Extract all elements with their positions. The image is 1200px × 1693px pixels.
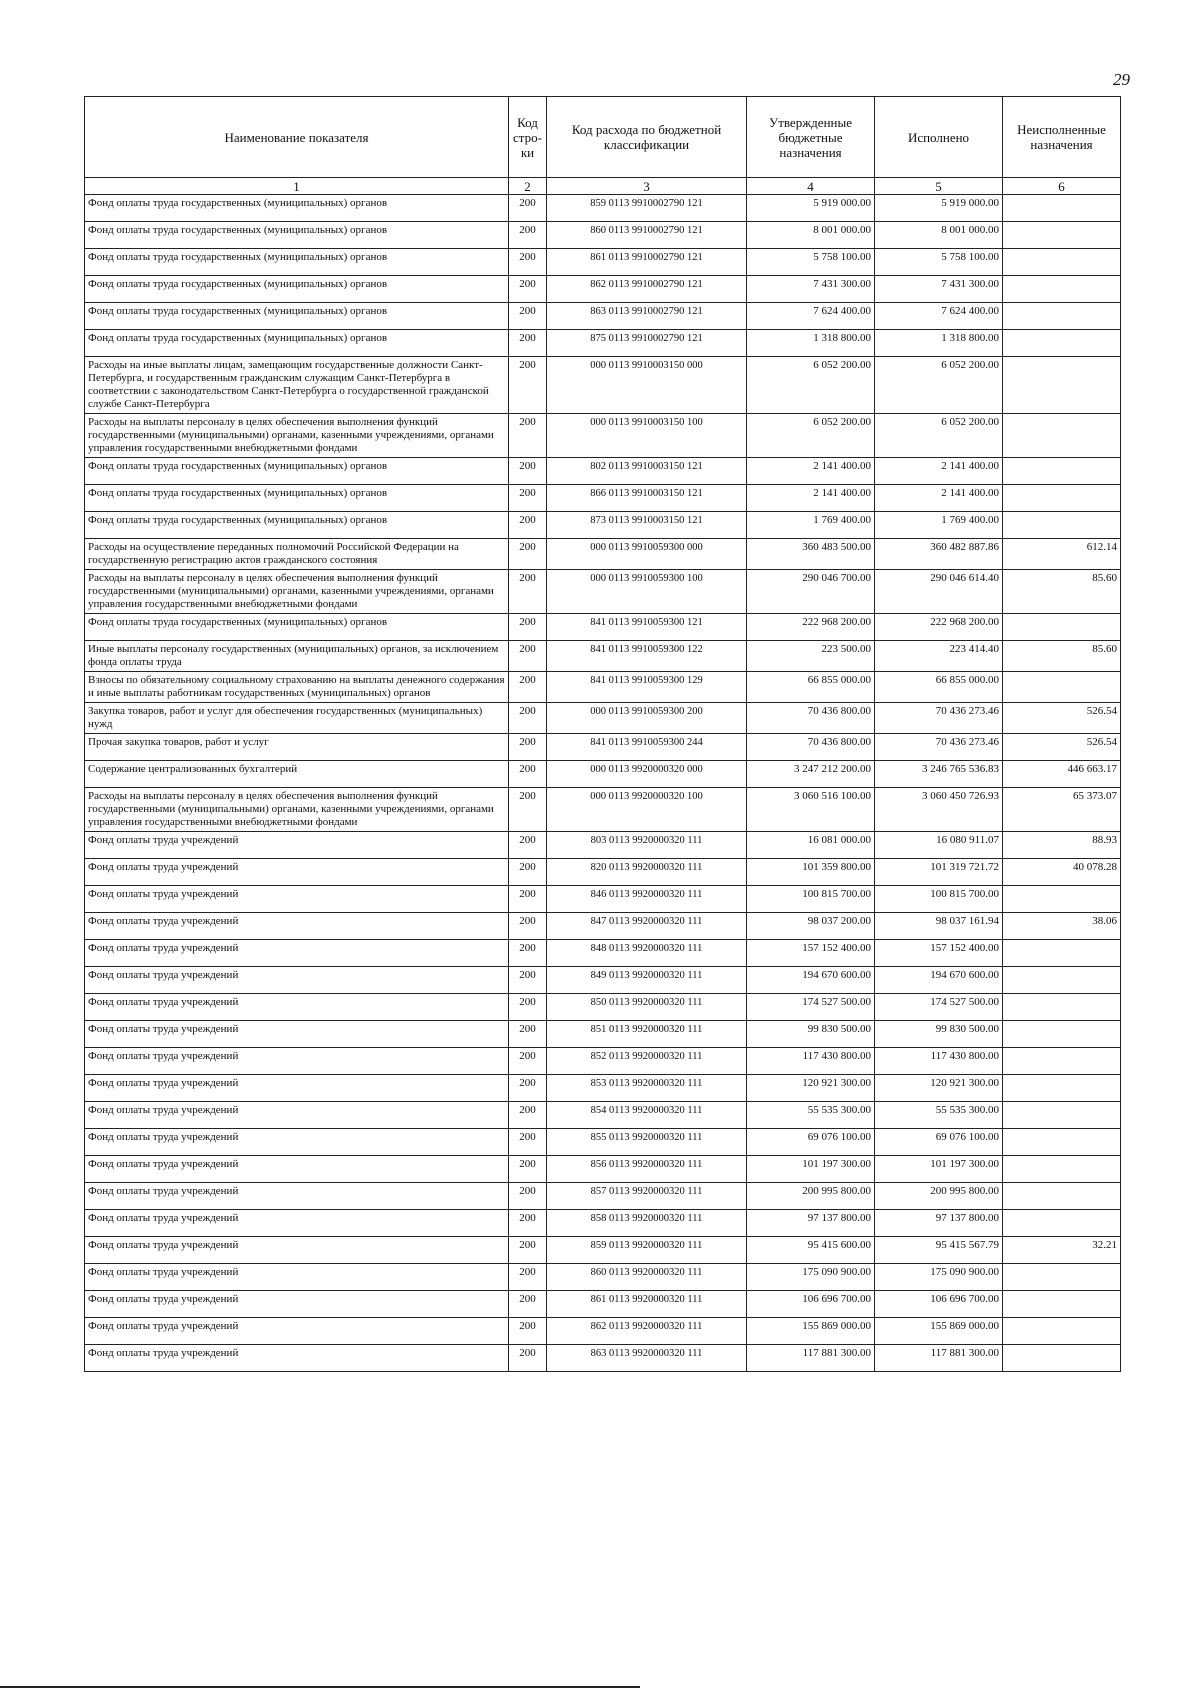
row-name-cell: Фонд оплаты труда учреждений: [85, 1183, 509, 1210]
table-row: [85, 1210, 1121, 1237]
row-line-code-cell: 200: [509, 886, 547, 913]
row-line-code-cell: 200: [509, 330, 547, 357]
table-row: [85, 967, 1121, 994]
row-unexecuted-cell: 65 373.07: [1003, 788, 1121, 832]
row-expense-code-cell: 841 0113 9910059300 244: [547, 734, 747, 761]
row-expense-code-cell: 851 0113 9920000320 111: [547, 1021, 747, 1048]
row-name-cell: Расходы на выплаты персоналу в целях обеспечения выполнения функций государственными (муниципальными) органами, казенными учреждениями, органами управления государственными внебюджетными фондами: [85, 414, 509, 458]
column-number: 1: [85, 178, 509, 195]
table-row: [85, 940, 1121, 967]
table-row: [85, 859, 1121, 886]
row-name-cell: Фонд оплаты труда учреждений: [85, 1210, 509, 1237]
table-row: [85, 761, 1121, 788]
row-executed-cell: 69 076 100.00: [875, 1129, 1003, 1156]
row-expense-code-cell: 861 0113 9910002790 121: [547, 249, 747, 276]
row-name-cell: Фонд оплаты труда учреждений: [85, 1129, 509, 1156]
row-unexecuted-cell: [1003, 994, 1121, 1021]
row-approved-cell: 117 881 300.00: [747, 1345, 875, 1372]
row-executed-cell: 101 197 300.00: [875, 1156, 1003, 1183]
row-unexecuted-cell: [1003, 1129, 1121, 1156]
row-executed-cell: 290 046 614.40: [875, 570, 1003, 614]
table-row: [85, 1264, 1121, 1291]
row-executed-cell: 6 052 200.00: [875, 414, 1003, 458]
row-name-cell: Фонд оплаты труда учреждений: [85, 1156, 509, 1183]
row-approved-cell: 3 247 212 200.00: [747, 761, 875, 788]
row-unexecuted-cell: [1003, 330, 1121, 357]
row-approved-cell: 194 670 600.00: [747, 967, 875, 994]
table-row: [85, 788, 1121, 832]
row-expense-code-cell: 859 0113 9920000320 111: [547, 1237, 747, 1264]
table-row: [85, 641, 1121, 672]
row-unexecuted-cell: 32.21: [1003, 1237, 1121, 1264]
row-unexecuted-cell: 446 663.17: [1003, 761, 1121, 788]
row-approved-cell: 157 152 400.00: [747, 940, 875, 967]
row-expense-code-cell: 855 0113 9920000320 111: [547, 1129, 747, 1156]
row-expense-code-cell: 858 0113 9920000320 111: [547, 1210, 747, 1237]
row-expense-code-cell: 862 0113 9920000320 111: [547, 1318, 747, 1345]
row-executed-cell: 70 436 273.46: [875, 734, 1003, 761]
row-name-cell: Фонд оплаты труда учреждений: [85, 1048, 509, 1075]
row-approved-cell: 290 046 700.00: [747, 570, 875, 614]
row-line-code-cell: 200: [509, 195, 547, 222]
row-approved-cell: 106 696 700.00: [747, 1291, 875, 1318]
row-approved-cell: 70 436 800.00: [747, 703, 875, 734]
row-executed-cell: 1 318 800.00: [875, 330, 1003, 357]
row-expense-code-cell: 803 0113 9920000320 111: [547, 832, 747, 859]
row-unexecuted-cell: 88.93: [1003, 832, 1121, 859]
row-line-code-cell: 200: [509, 512, 547, 539]
row-line-code-cell: 200: [509, 1345, 547, 1372]
row-unexecuted-cell: [1003, 458, 1121, 485]
table-row: [85, 1318, 1121, 1345]
row-expense-code-cell: 849 0113 9920000320 111: [547, 967, 747, 994]
row-name-cell: Фонд оплаты труда учреждений: [85, 1102, 509, 1129]
row-expense-code-cell: 841 0113 9910059300 129: [547, 672, 747, 703]
row-name-cell: Расходы на осуществление переданных полномочий Российской Федерации на государственную регистрацию актов гражданского состояния: [85, 539, 509, 570]
row-executed-cell: 70 436 273.46: [875, 703, 1003, 734]
row-unexecuted-cell: [1003, 512, 1121, 539]
row-unexecuted-cell: [1003, 1291, 1121, 1318]
row-line-code-cell: 200: [509, 1318, 547, 1345]
row-line-code-cell: 200: [509, 303, 547, 330]
row-unexecuted-cell: [1003, 276, 1121, 303]
row-name-cell: Расходы на иные выплаты лицам, замещающим государственные должности Санкт-Петербурга, и государственным гражданским служащим Санкт-Петербурга в соответствии с законодательством Санкт-Петербурга о государственной гражданской службе Санкт-Петербурга: [85, 357, 509, 414]
row-approved-cell: 70 436 800.00: [747, 734, 875, 761]
row-expense-code-cell: 862 0113 9910002790 121: [547, 276, 747, 303]
row-unexecuted-cell: 85.60: [1003, 570, 1121, 614]
row-approved-cell: 175 090 900.00: [747, 1264, 875, 1291]
row-expense-code-cell: 854 0113 9920000320 111: [547, 1102, 747, 1129]
row-name-cell: Фонд оплаты труда учреждений: [85, 886, 509, 913]
row-approved-cell: 3 060 516 100.00: [747, 788, 875, 832]
row-executed-cell: 222 968 200.00: [875, 614, 1003, 641]
row-line-code-cell: 200: [509, 1210, 547, 1237]
row-unexecuted-cell: 526.54: [1003, 703, 1121, 734]
row-executed-cell: 155 869 000.00: [875, 1318, 1003, 1345]
row-name-cell: Фонд оплаты труда учреждений: [85, 1291, 509, 1318]
row-approved-cell: 117 430 800.00: [747, 1048, 875, 1075]
row-executed-cell: 120 921 300.00: [875, 1075, 1003, 1102]
table-row: [85, 330, 1121, 357]
row-line-code-cell: 200: [509, 734, 547, 761]
row-unexecuted-cell: [1003, 1318, 1121, 1345]
row-approved-cell: 1 769 400.00: [747, 512, 875, 539]
row-approved-cell: 101 359 800.00: [747, 859, 875, 886]
row-approved-cell: 155 869 000.00: [747, 1318, 875, 1345]
row-executed-cell: 98 037 161.94: [875, 913, 1003, 940]
row-executed-cell: 117 430 800.00: [875, 1048, 1003, 1075]
row-unexecuted-cell: [1003, 1102, 1121, 1129]
row-unexecuted-cell: [1003, 1264, 1121, 1291]
row-line-code-cell: 200: [509, 994, 547, 1021]
row-unexecuted-cell: 38.06: [1003, 913, 1121, 940]
row-name-cell: Фонд оплаты труда учреждений: [85, 913, 509, 940]
table-row: [85, 1237, 1121, 1264]
row-line-code-cell: 200: [509, 249, 547, 276]
column-number-row: [85, 178, 1121, 195]
row-expense-code-cell: 873 0113 9910003150 121: [547, 512, 747, 539]
row-approved-cell: 16 081 000.00: [747, 832, 875, 859]
row-approved-cell: 69 076 100.00: [747, 1129, 875, 1156]
row-approved-cell: 8 001 000.00: [747, 222, 875, 249]
table-row: [85, 672, 1121, 703]
row-line-code-cell: 200: [509, 539, 547, 570]
table-row: [85, 249, 1121, 276]
row-unexecuted-cell: [1003, 940, 1121, 967]
row-name-cell: Фонд оплаты труда государственных (муниципальных) органов: [85, 512, 509, 539]
row-unexecuted-cell: [1003, 195, 1121, 222]
row-line-code-cell: 200: [509, 913, 547, 940]
row-name-cell: Фонд оплаты труда учреждений: [85, 1075, 509, 1102]
row-approved-cell: 222 968 200.00: [747, 614, 875, 641]
table-row: [85, 195, 1121, 222]
row-approved-cell: 1 318 800.00: [747, 330, 875, 357]
row-line-code-cell: 200: [509, 1237, 547, 1264]
row-approved-cell: 6 052 200.00: [747, 357, 875, 414]
row-executed-cell: 3 246 765 536.83: [875, 761, 1003, 788]
row-executed-cell: 7 624 400.00: [875, 303, 1003, 330]
row-expense-code-cell: 802 0113 9910003150 121: [547, 458, 747, 485]
row-name-cell: Фонд оплаты труда государственных (муниципальных) органов: [85, 276, 509, 303]
row-unexecuted-cell: [1003, 357, 1121, 414]
row-executed-cell: 2 141 400.00: [875, 485, 1003, 512]
row-unexecuted-cell: 612.14: [1003, 539, 1121, 570]
row-expense-code-cell: 820 0113 9920000320 111: [547, 859, 747, 886]
header-approved: Утвержденные бюджетные назначения: [747, 97, 875, 178]
table-row: [85, 1129, 1121, 1156]
column-number: 5: [875, 178, 1003, 195]
row-line-code-cell: 200: [509, 1264, 547, 1291]
row-executed-cell: 1 769 400.00: [875, 512, 1003, 539]
row-name-cell: Фонд оплаты труда государственных (муниципальных) органов: [85, 303, 509, 330]
table-row: [85, 832, 1121, 859]
row-executed-cell: 5 758 100.00: [875, 249, 1003, 276]
row-unexecuted-cell: [1003, 886, 1121, 913]
row-name-cell: Фонд оплаты труда государственных (муниципальных) органов: [85, 485, 509, 512]
row-line-code-cell: 200: [509, 357, 547, 414]
column-number: 2: [509, 178, 547, 195]
row-name-cell: Содержание централизованных бухгалтерий: [85, 761, 509, 788]
row-executed-cell: 6 052 200.00: [875, 357, 1003, 414]
row-name-cell: Фонд оплаты труда учреждений: [85, 1021, 509, 1048]
table-row: [85, 458, 1121, 485]
row-line-code-cell: 200: [509, 614, 547, 641]
row-name-cell: Взносы по обязательному социальному страхованию на выплаты денежного содержания и иные выплаты работникам государственных (муниципальных) органов: [85, 672, 509, 703]
row-executed-cell: 8 001 000.00: [875, 222, 1003, 249]
row-expense-code-cell: 863 0113 9920000320 111: [547, 1345, 747, 1372]
row-executed-cell: 3 060 450 726.93: [875, 788, 1003, 832]
row-expense-code-cell: 000 0113 9920000320 100: [547, 788, 747, 832]
row-line-code-cell: 200: [509, 1021, 547, 1048]
row-line-code-cell: 200: [509, 940, 547, 967]
row-expense-code-cell: 846 0113 9920000320 111: [547, 886, 747, 913]
row-expense-code-cell: 852 0113 9920000320 111: [547, 1048, 747, 1075]
row-expense-code-cell: 856 0113 9920000320 111: [547, 1156, 747, 1183]
table-row: [85, 303, 1121, 330]
row-line-code-cell: 200: [509, 1048, 547, 1075]
table-row: [85, 1075, 1121, 1102]
row-name-cell: Прочая закупка товаров, работ и услуг: [85, 734, 509, 761]
row-unexecuted-cell: [1003, 672, 1121, 703]
row-approved-cell: 2 141 400.00: [747, 458, 875, 485]
row-expense-code-cell: 848 0113 9920000320 111: [547, 940, 747, 967]
row-line-code-cell: 200: [509, 414, 547, 458]
row-executed-cell: 100 815 700.00: [875, 886, 1003, 913]
header-executed: Исполнено: [875, 97, 1003, 178]
row-approved-cell: 5 919 000.00: [747, 195, 875, 222]
row-expense-code-cell: 860 0113 9910002790 121: [547, 222, 747, 249]
row-name-cell: Расходы на выплаты персоналу в целях обеспечения выполнения функций государственными (муниципальными) органами, казенными учреждениями, органами управления государственными внебюджетными фондами: [85, 570, 509, 614]
table-row: [85, 485, 1121, 512]
column-number: 3: [547, 178, 747, 195]
row-executed-cell: 106 696 700.00: [875, 1291, 1003, 1318]
row-approved-cell: 100 815 700.00: [747, 886, 875, 913]
row-name-cell: Фонд оплаты труда государственных (муниципальных) органов: [85, 222, 509, 249]
row-unexecuted-cell: [1003, 1345, 1121, 1372]
row-expense-code-cell: 857 0113 9920000320 111: [547, 1183, 747, 1210]
row-unexecuted-cell: 526.54: [1003, 734, 1121, 761]
row-expense-code-cell: 875 0113 9910002790 121: [547, 330, 747, 357]
row-approved-cell: 97 137 800.00: [747, 1210, 875, 1237]
row-line-code-cell: 200: [509, 458, 547, 485]
row-name-cell: Фонд оплаты труда учреждений: [85, 859, 509, 886]
row-unexecuted-cell: [1003, 222, 1121, 249]
row-executed-cell: 223 414.40: [875, 641, 1003, 672]
row-approved-cell: 7 624 400.00: [747, 303, 875, 330]
row-approved-cell: 95 415 600.00: [747, 1237, 875, 1264]
table-row: [85, 703, 1121, 734]
row-executed-cell: 7 431 300.00: [875, 276, 1003, 303]
table-row: [85, 1021, 1121, 1048]
row-line-code-cell: 200: [509, 703, 547, 734]
header-line-code: Код стро-ки: [509, 97, 547, 178]
row-name-cell: Фонд оплаты труда учреждений: [85, 832, 509, 859]
table-row: [85, 539, 1121, 570]
row-line-code-cell: 200: [509, 1183, 547, 1210]
table-row: [85, 1156, 1121, 1183]
row-executed-cell: 95 415 567.79: [875, 1237, 1003, 1264]
row-unexecuted-cell: [1003, 249, 1121, 276]
header-expense-code: Код расхода по бюджетной классификации: [547, 97, 747, 178]
row-executed-cell: 55 535 300.00: [875, 1102, 1003, 1129]
row-executed-cell: 16 080 911.07: [875, 832, 1003, 859]
row-executed-cell: 157 152 400.00: [875, 940, 1003, 967]
row-name-cell: Фонд оплаты труда учреждений: [85, 940, 509, 967]
row-executed-cell: 194 670 600.00: [875, 967, 1003, 994]
row-executed-cell: 174 527 500.00: [875, 994, 1003, 1021]
header-row: [85, 97, 1121, 178]
row-unexecuted-cell: [1003, 485, 1121, 512]
table-row: [85, 570, 1121, 614]
row-unexecuted-cell: [1003, 1183, 1121, 1210]
column-number: 4: [747, 178, 875, 195]
row-line-code-cell: 200: [509, 967, 547, 994]
table-row: [85, 1102, 1121, 1129]
row-executed-cell: 2 141 400.00: [875, 458, 1003, 485]
row-name-cell: Расходы на выплаты персоналу в целях обеспечения выполнения функций государственными (муниципальными) органами, казенными учреждениями, органами управления государственными внебюджетными фондами: [85, 788, 509, 832]
row-line-code-cell: 200: [509, 222, 547, 249]
row-executed-cell: 66 855 000.00: [875, 672, 1003, 703]
row-name-cell: Фонд оплаты труда учреждений: [85, 967, 509, 994]
row-name-cell: Иные выплаты персоналу государственных (муниципальных) органов, за исключением фонда оплаты труда: [85, 641, 509, 672]
row-line-code-cell: 200: [509, 1156, 547, 1183]
table-row: [85, 1048, 1121, 1075]
table-row: [85, 734, 1121, 761]
row-line-code-cell: 200: [509, 761, 547, 788]
column-number: 6: [1003, 178, 1121, 195]
row-approved-cell: 120 921 300.00: [747, 1075, 875, 1102]
table-row: [85, 222, 1121, 249]
row-expense-code-cell: 841 0113 9910059300 121: [547, 614, 747, 641]
row-unexecuted-cell: [1003, 1048, 1121, 1075]
row-approved-cell: 223 500.00: [747, 641, 875, 672]
page-number: 29: [1113, 70, 1130, 89]
row-unexecuted-cell: [1003, 967, 1121, 994]
table-body: [85, 195, 1121, 1372]
row-approved-cell: 6 052 200.00: [747, 414, 875, 458]
row-name-cell: Фонд оплаты труда государственных (муниципальных) органов: [85, 195, 509, 222]
row-line-code-cell: 200: [509, 570, 547, 614]
row-executed-cell: 200 995 800.00: [875, 1183, 1003, 1210]
header-name: Наименование показателя: [85, 97, 509, 178]
row-executed-cell: 175 090 900.00: [875, 1264, 1003, 1291]
row-expense-code-cell: 841 0113 9910059300 122: [547, 641, 747, 672]
row-line-code-cell: 200: [509, 859, 547, 886]
row-expense-code-cell: 853 0113 9920000320 111: [547, 1075, 747, 1102]
row-executed-cell: 5 919 000.00: [875, 195, 1003, 222]
row-unexecuted-cell: [1003, 303, 1121, 330]
row-line-code-cell: 200: [509, 1291, 547, 1318]
row-expense-code-cell: 000 0113 9910059300 100: [547, 570, 747, 614]
row-executed-cell: 97 137 800.00: [875, 1210, 1003, 1237]
row-name-cell: Фонд оплаты труда государственных (муниципальных) органов: [85, 249, 509, 276]
row-approved-cell: 200 995 800.00: [747, 1183, 875, 1210]
row-unexecuted-cell: [1003, 1021, 1121, 1048]
row-name-cell: Фонд оплаты труда учреждений: [85, 1345, 509, 1372]
row-line-code-cell: 200: [509, 1129, 547, 1156]
row-line-code-cell: 200: [509, 672, 547, 703]
row-expense-code-cell: 861 0113 9920000320 111: [547, 1291, 747, 1318]
row-name-cell: Фонд оплаты труда учреждений: [85, 1237, 509, 1264]
row-executed-cell: 101 319 721.72: [875, 859, 1003, 886]
table-row: [85, 276, 1121, 303]
table-row: [85, 357, 1121, 414]
table-row: [85, 614, 1121, 641]
table-row: [85, 1183, 1121, 1210]
row-expense-code-cell: 863 0113 9910002790 121: [547, 303, 747, 330]
row-expense-code-cell: 847 0113 9920000320 111: [547, 913, 747, 940]
row-line-code-cell: 200: [509, 832, 547, 859]
table-row: [85, 1291, 1121, 1318]
table-row: [85, 913, 1121, 940]
row-approved-cell: 55 535 300.00: [747, 1102, 875, 1129]
row-unexecuted-cell: [1003, 1210, 1121, 1237]
row-unexecuted-cell: [1003, 614, 1121, 641]
row-line-code-cell: 200: [509, 1102, 547, 1129]
row-unexecuted-cell: [1003, 1156, 1121, 1183]
row-line-code-cell: 200: [509, 276, 547, 303]
row-expense-code-cell: 860 0113 9920000320 111: [547, 1264, 747, 1291]
table-row: [85, 512, 1121, 539]
row-approved-cell: 5 758 100.00: [747, 249, 875, 276]
row-expense-code-cell: 859 0113 9910002790 121: [547, 195, 747, 222]
row-unexecuted-cell: [1003, 1075, 1121, 1102]
budget-execution-table: [84, 96, 1121, 1372]
row-unexecuted-cell: 40 078.28: [1003, 859, 1121, 886]
row-approved-cell: 2 141 400.00: [747, 485, 875, 512]
row-name-cell: Фонд оплаты труда учреждений: [85, 994, 509, 1021]
row-executed-cell: 360 482 887.86: [875, 539, 1003, 570]
row-approved-cell: 360 483 500.00: [747, 539, 875, 570]
row-unexecuted-cell: 85.60: [1003, 641, 1121, 672]
row-executed-cell: 117 881 300.00: [875, 1345, 1003, 1372]
row-approved-cell: 66 855 000.00: [747, 672, 875, 703]
row-name-cell: Фонд оплаты труда учреждений: [85, 1264, 509, 1291]
row-line-code-cell: 200: [509, 1075, 547, 1102]
row-expense-code-cell: 866 0113 9910003150 121: [547, 485, 747, 512]
table-row: [85, 886, 1121, 913]
table-row: [85, 1345, 1121, 1372]
row-line-code-cell: 200: [509, 485, 547, 512]
row-expense-code-cell: 000 0113 9910003150 100: [547, 414, 747, 458]
row-line-code-cell: 200: [509, 641, 547, 672]
row-expense-code-cell: 000 0113 9920000320 000: [547, 761, 747, 788]
scan-edge-line: [0, 1686, 640, 1688]
row-expense-code-cell: 850 0113 9920000320 111: [547, 994, 747, 1021]
row-approved-cell: 99 830 500.00: [747, 1021, 875, 1048]
row-unexecuted-cell: [1003, 414, 1121, 458]
row-name-cell: Фонд оплаты труда государственных (муниципальных) органов: [85, 458, 509, 485]
row-line-code-cell: 200: [509, 788, 547, 832]
row-approved-cell: 174 527 500.00: [747, 994, 875, 1021]
row-executed-cell: 99 830 500.00: [875, 1021, 1003, 1048]
row-approved-cell: 98 037 200.00: [747, 913, 875, 940]
header-unexecuted: Неисполненные назначения: [1003, 97, 1121, 178]
row-name-cell: Закупка товаров, работ и услуг для обеспечения государственных (муниципальных) нужд: [85, 703, 509, 734]
row-name-cell: Фонд оплаты труда государственных (муниципальных) органов: [85, 330, 509, 357]
table-row: [85, 994, 1121, 1021]
row-name-cell: Фонд оплаты труда учреждений: [85, 1318, 509, 1345]
row-approved-cell: 101 197 300.00: [747, 1156, 875, 1183]
row-name-cell: Фонд оплаты труда государственных (муниципальных) органов: [85, 614, 509, 641]
table-row: [85, 414, 1121, 458]
row-expense-code-cell: 000 0113 9910059300 000: [547, 539, 747, 570]
row-expense-code-cell: 000 0113 9910059300 200: [547, 703, 747, 734]
row-expense-code-cell: 000 0113 9910003150 000: [547, 357, 747, 414]
row-approved-cell: 7 431 300.00: [747, 276, 875, 303]
